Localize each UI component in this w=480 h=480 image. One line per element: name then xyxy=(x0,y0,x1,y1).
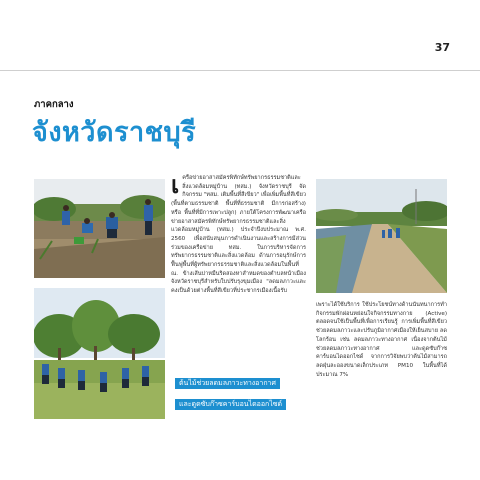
article-continuation: เพราะได้ใช้บริการ ใช้ประโยชน์ทางด้านนันทนาการทำกิจกรรมพักผ่อนหย่อนใจกิจกรรมทางกาย (Active) ตลอดจนใช้เป็นพื้นที่เพื่อการเรียนรู้ การเพิ่มพื้นที่สีเขียว ช่วยลดมลภาวะและปรับภูมิอากาศเมืองให้เย็นสบาย ลดโลกร้อน เช่น ลดมลภาวะทางอากาศ เนื่องจากต้นไม้ช่วยลดมลภาวะทางอากาศ และดูดซับก๊าซคาร์บอนไดออกไซด์ จากการวิจัยพบว่าต้นไม้สามารถลดฝุ่นละอองขนาดเล็กประเภท PM10 ในพื้นที่ได้ประมาณ 7% xyxy=(316,302,447,378)
article-body-column xyxy=(171,171,307,296)
article-intro: ครือข่ายอาสาสมัครพิทักษ์ทรัพยากรธรรมชาติและสิ่งแวดล้อมหมู่บ้าน (ทสม.) จังหวัดราชบุรี จัดกิจกรรม "ทสม. เติมพื้นที่สีเขียว" เพื่อเพิ่มพื้นที่สีเขียว (พื้นที่ตามธรรมชาติ พื้นที่ที่ธรรมชาติ มีการก่อสร้าง) หรือ พื้นที่ที่มีการเพาะปลูก) ภายใต้โครงการพัฒนาเครือข่ายอาสาสมัครพิทักษ์ทรัพยากรธรรมชาติและสิ่งแวดล้อมหมู่บ้าน (ทสม.) ประจำปีงบประมาณ พ.ศ. 2560 เพื่อสนับสนุนการดำเนินงานและสร้างการมีส่วนร่วมของเครือข่าย ทสม. ในการบริหารจัดการทรัพยากรธรรมชาติและสิ่งแวดล้อม ด้านการอนุรักษ์การฟื้นฟูพื้นที่ผู้ทรัพยากรธรรมชาติและสิ่งแวดล้อมในพื้นที่ ณ. ข้างเส้นบ่าหมืนริดสองหาสำหมดของตำบลหน้าเมืองจังหวัดราชบุรีสำหรับใบปรับรุงขุมเมือง "ลดมลภาวะและคงเป็นด้วยต่างพื้นที่สีเขียวที่ประชากรเมืองเนื้อรับ xyxy=(171,175,307,295)
planting-photo xyxy=(34,179,165,278)
canal-road-photo xyxy=(316,179,447,293)
group-planting-photo xyxy=(34,288,165,419)
caption-line-2: และดูดซับก๊าซคาร์บอนไดออกไซด์ xyxy=(175,399,286,410)
header-divider xyxy=(0,70,480,71)
photo-caption xyxy=(175,370,307,412)
caption-line-1: ต้นไม้ช่วยลดมลภาวะทางอากาศ xyxy=(175,378,280,389)
page-title: จังหวัดราชบุรี xyxy=(32,117,197,148)
page-number: 37 xyxy=(434,41,450,54)
region-label: ภาคกลาง xyxy=(34,99,74,110)
article-continuation-column xyxy=(316,301,447,379)
drop-cap: เ xyxy=(171,171,180,199)
